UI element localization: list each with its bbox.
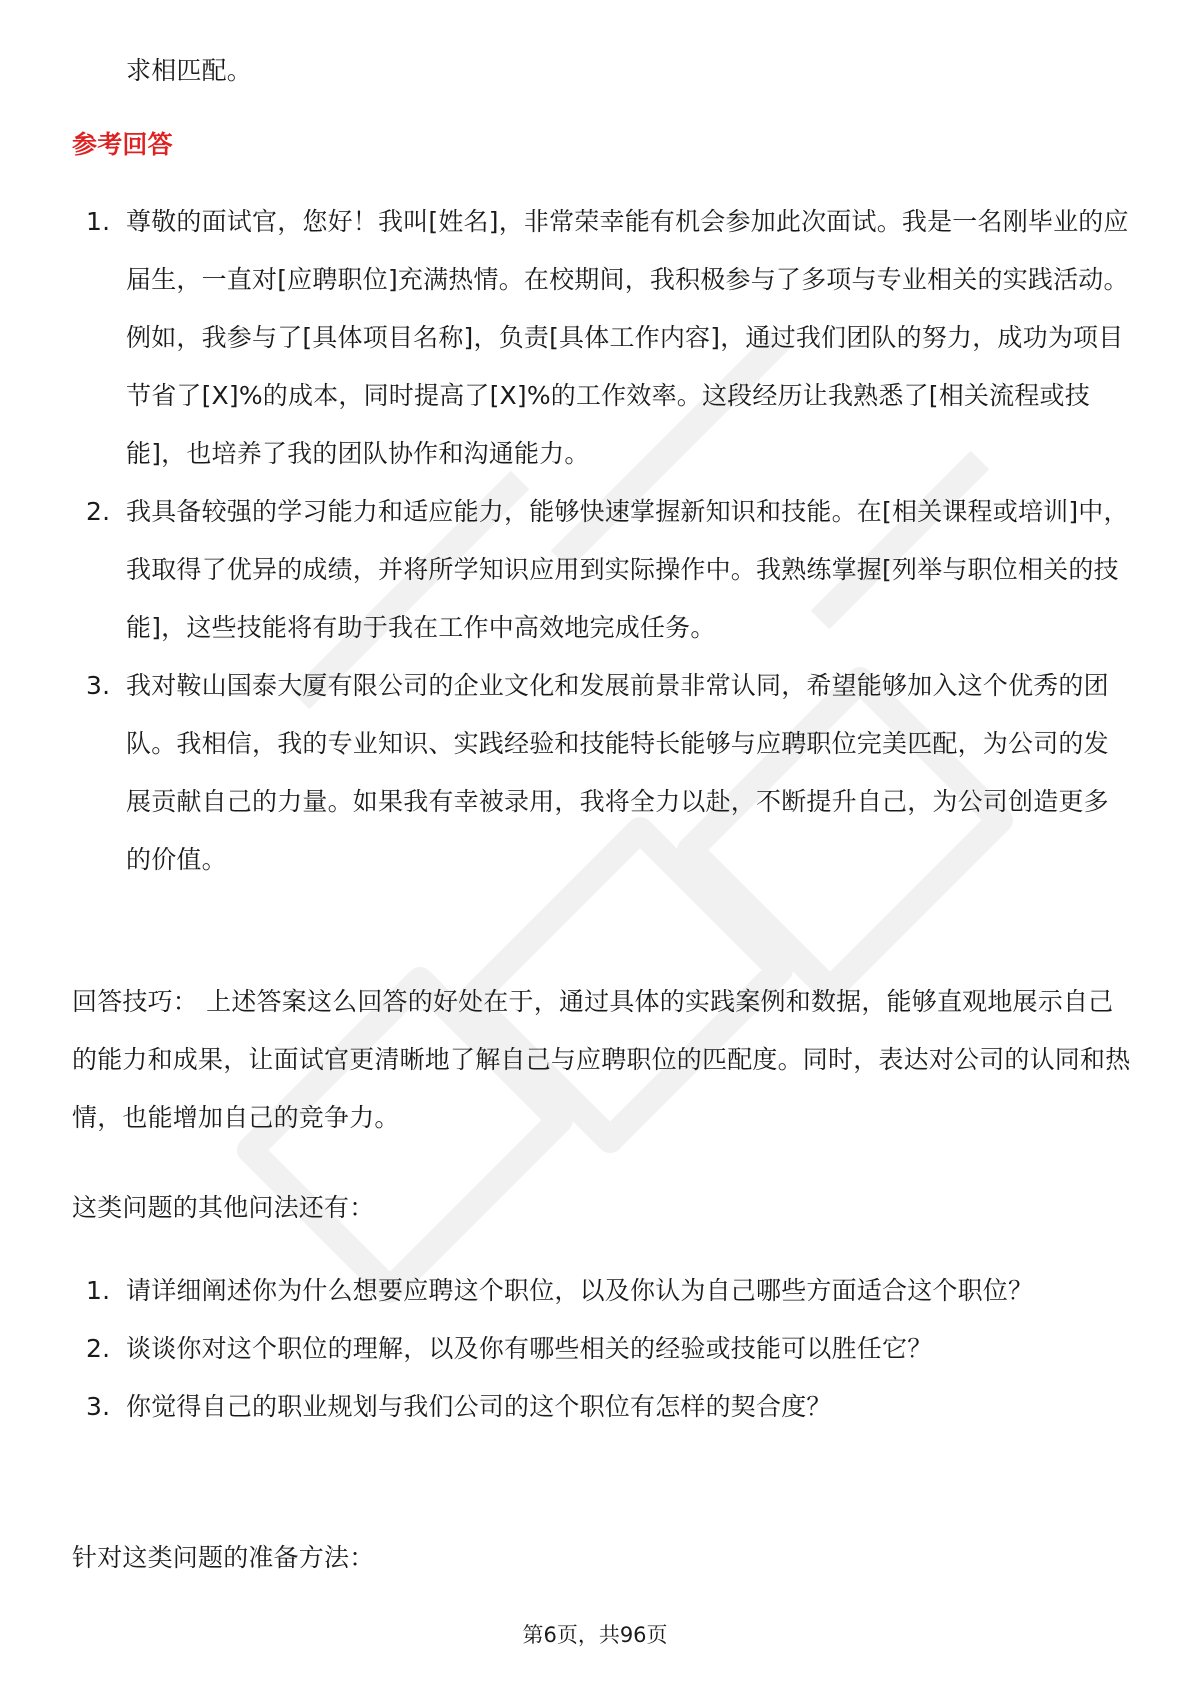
list-item — [72, 483, 1132, 657]
reference-answer-heading: 参考回答 — [72, 130, 173, 159]
list-number: 2. — [86, 1334, 111, 1363]
list-item-text: 谈谈你对这个职位的理解，以及你有哪些相关的经验或技能可以胜任它？ — [126, 1334, 933, 1363]
continuation-text: 求相匹配。 — [126, 56, 253, 85]
list-number: 1. — [86, 207, 111, 236]
list-item — [72, 657, 1132, 889]
list-item — [72, 193, 1132, 483]
preparation-methods-heading: 针对这类问题的准备方法： — [72, 1543, 375, 1572]
list-item — [72, 1378, 1132, 1436]
page-number-footer: 第6页，共96页 — [522, 1623, 668, 1647]
list-number: 3. — [86, 1392, 111, 1421]
list-number: 3. — [86, 671, 111, 700]
other-questions-heading: 这类问题的其他问法还有： — [72, 1193, 375, 1222]
list-item-text: 我对鞍山国泰大厦有限公司的企业文化和发展前景非常认同，希望能够加入这个优秀的团队。我相信，我的专业知识、实践经验和技能特长能够与应聘职位完美匹配，为公司的发展贡献自己的力量。如果我有幸被录用，我将全力以赴，不断提升自己，为公司创造更多的价值。 — [126, 671, 1109, 874]
list-item-text: 尊敬的面试官，您好！我叫[姓名]，非常荣幸能有机会参加此次面试。我是一名刚毕业的应届生，一直对[应聘职位]充满热情。在校期间，我积极参与了多项与专业相关的实践活动。例如，我参与了[具体项目名称]，负责[具体工作内容]，通过我们团队的努力，成功为项目节省了[X]%的成本，同时提高了[X]%的工作效率。这段经历让我熟悉了[相关流程或技能]，也培养了我的团队协作和沟通能力。 — [126, 207, 1129, 468]
answer-list — [72, 193, 1132, 889]
other-questions-list — [72, 1262, 1132, 1436]
list-item — [72, 1320, 1132, 1378]
list-item-text: 你觉得自己的职业规划与我们公司的这个职位有怎样的契合度？ — [126, 1392, 832, 1421]
list-item — [72, 1262, 1132, 1320]
list-number: 1. — [86, 1276, 111, 1305]
answer-tips-paragraph: 回答技巧： 上述答案这么回答的好处在于，通过具体的实践案例和数据，能够直观地展示自己的能力和成果，让面试官更清晰地了解自己与应聘职位的匹配度。同时，表达对公司的认同和热情，也能增加自己的竞争力。 — [72, 987, 1131, 1132]
list-number: 2. — [86, 497, 111, 526]
list-item-text: 我具备较强的学习能力和适应能力，能够快速掌握新知识和技能。在[相关课程或培训]中，我取得了优异的成绩，并将所学知识应用到实际操作中。我熟练掌握[列举与职位相关的技能]，这些技能将有助于我在工作中高效地完成任务。 — [126, 497, 1129, 642]
list-item-text: 请详细阐述你为什么想要应聘这个职位，以及你认为自己哪些方面适合这个职位？ — [126, 1276, 1034, 1305]
